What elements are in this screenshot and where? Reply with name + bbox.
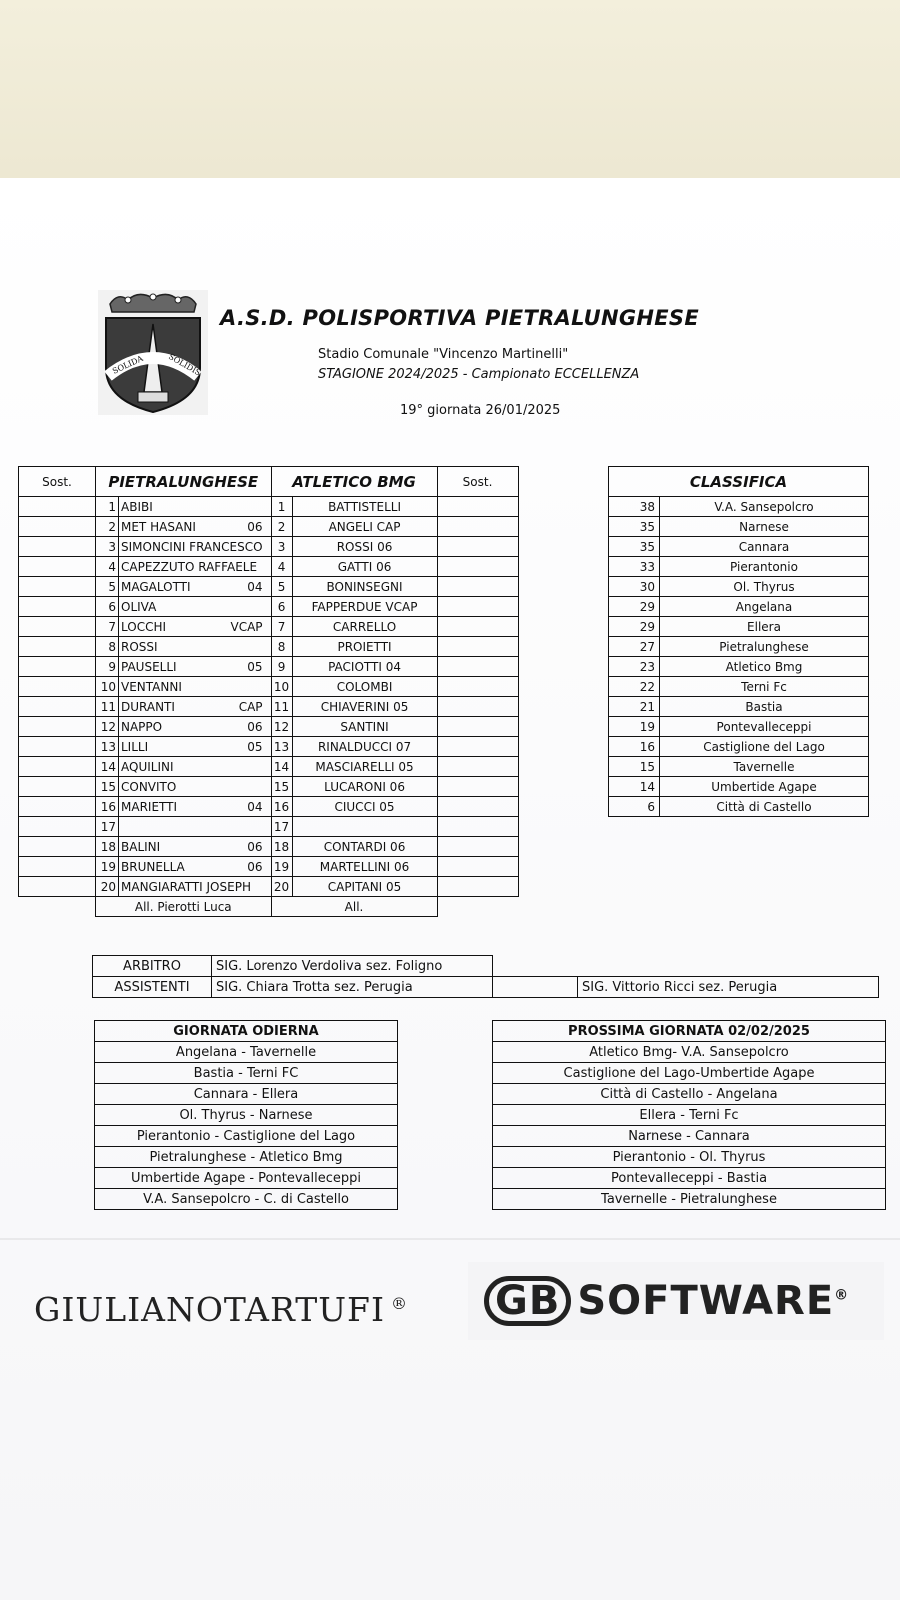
- home-player: [119, 657, 272, 677]
- away-number: 11: [271, 697, 292, 717]
- match-row: [95, 1189, 398, 1210]
- lineup-row: [19, 837, 519, 857]
- match-row: [493, 1168, 886, 1189]
- home-number: 19: [96, 857, 119, 877]
- home-player-name: ABIBI: [121, 499, 153, 514]
- crest-motto-right: SOLIDIS: [167, 351, 203, 378]
- standings-points: 23: [609, 657, 660, 677]
- away-player: ANGELI CAP: [292, 517, 437, 537]
- home-player-name: MANGIARATTI JOSEPH: [121, 879, 251, 894]
- home-number: 13: [96, 737, 119, 757]
- home-player-name: BALINI: [121, 839, 161, 854]
- lineup-row: [19, 577, 519, 597]
- standings-points: 22: [609, 677, 660, 697]
- home-player: [119, 857, 272, 877]
- lineup-row: [19, 797, 519, 817]
- lineup-row: [19, 777, 519, 797]
- home-player-tag: 06: [247, 519, 263, 534]
- lineup-row: [19, 497, 519, 517]
- home-player: [119, 757, 272, 777]
- home-player: [119, 537, 272, 557]
- away-sub-cell: [437, 537, 518, 557]
- away-number: 3: [271, 537, 292, 557]
- home-sub-cell: [19, 757, 96, 777]
- lineup-row: [19, 637, 519, 657]
- standings-title: CLASSIFICA: [609, 467, 869, 497]
- referee-name: SIG. Lorenzo Verdoliva sez. Foligno: [212, 956, 493, 977]
- home-player-tag: 04: [247, 799, 263, 814]
- away-number: 2: [271, 517, 292, 537]
- away-sost-header: Sost.: [437, 467, 518, 497]
- home-player-name: MAGALOTTI: [121, 579, 191, 594]
- away-sub-cell: [437, 637, 518, 657]
- away-number: 12: [271, 717, 292, 737]
- match-row: [95, 1126, 398, 1147]
- away-sub-cell: [437, 737, 518, 757]
- home-player-name: OLIVA: [121, 599, 157, 614]
- home-player-name: LOCCHI: [121, 619, 167, 634]
- standings-points: 15: [609, 757, 660, 777]
- assistant-2: SIG. Vittorio Ricci sez. Perugia: [578, 977, 879, 998]
- home-number: 6: [96, 597, 119, 617]
- home-sub-cell: [19, 837, 96, 857]
- match-fixture: Ol. Thyrus - Narnese: [95, 1105, 398, 1126]
- away-player: [292, 817, 437, 837]
- standings-points: 38: [609, 497, 660, 517]
- standings-team: Ellera: [660, 617, 869, 637]
- match-row: [95, 1042, 398, 1063]
- standings-row: [609, 677, 869, 697]
- away-sub-cell: [437, 617, 518, 637]
- home-player: [119, 577, 272, 597]
- standings-points: 30: [609, 577, 660, 597]
- standings-team: Castiglione del Lago: [660, 737, 869, 757]
- home-number: 3: [96, 537, 119, 557]
- away-sub-cell: [437, 657, 518, 677]
- away-number: 14: [271, 757, 292, 777]
- standings-team: Terni Fc: [660, 677, 869, 697]
- home-player-name: CAPEZZUTO RAFFAELE: [121, 559, 258, 574]
- away-player: ROSSI 06: [292, 537, 437, 557]
- match-fixture: Cannara - Ellera: [95, 1084, 398, 1105]
- club-crest-icon: [98, 290, 208, 415]
- round-date: 19° giornata 26/01/2025: [400, 403, 561, 418]
- home-player-tag: 05: [247, 659, 263, 674]
- home-number: 20: [96, 877, 119, 897]
- home-sub-cell: [19, 497, 96, 517]
- home-number: 2: [96, 517, 119, 537]
- away-player: PROIETTI: [292, 637, 437, 657]
- standings-points: 29: [609, 617, 660, 637]
- match-row: [493, 1042, 886, 1063]
- stadium-name: Stadio Comunale "Vincenzo Martinelli": [318, 347, 569, 362]
- standings-points: 6: [609, 797, 660, 817]
- away-sub-cell: [437, 837, 518, 857]
- sponsor-giuliano-tartufi-logo: GIULIANOTARTUFI ®: [34, 1290, 408, 1329]
- home-sub-cell: [19, 857, 96, 877]
- away-player: MARTELLINI 06: [292, 857, 437, 877]
- standings-row: [609, 717, 869, 737]
- away-sub-cell: [437, 517, 518, 537]
- club-title: A.S.D. POLISPORTIVA PIETRALUNGHESE: [220, 306, 699, 330]
- away-player: CONTARDI 06: [292, 837, 437, 857]
- home-player-name: CONVITO: [121, 779, 177, 794]
- lineup-row: [19, 857, 519, 877]
- match-fixture: Città di Castello - Angelana: [493, 1084, 886, 1105]
- home-player-tag: 05: [247, 739, 263, 754]
- standings-row: [609, 777, 869, 797]
- standings-team: Pontevalleceppi: [660, 717, 869, 737]
- away-player: BONINSEGNI: [292, 577, 437, 597]
- home-player-tag: 04: [247, 579, 263, 594]
- away-sub-cell: [437, 557, 518, 577]
- away-number: 16: [271, 797, 292, 817]
- home-player-tag: CAP: [238, 699, 263, 714]
- home-player: [119, 737, 272, 757]
- standings-points: 35: [609, 517, 660, 537]
- standings-team: Narnese: [660, 517, 869, 537]
- away-sub-cell: [437, 757, 518, 777]
- standings-team: Angelana: [660, 597, 869, 617]
- home-player-tag: 06: [247, 839, 263, 854]
- match-row: [493, 1147, 886, 1168]
- home-sub-cell: [19, 637, 96, 657]
- match-fixture: Pierantonio - Ol. Thyrus: [493, 1147, 886, 1168]
- away-number: 15: [271, 777, 292, 797]
- standings-team: Città di Castello: [660, 797, 869, 817]
- home-sub-cell: [19, 657, 96, 677]
- home-sost-header: Sost.: [19, 467, 96, 497]
- away-number: 18: [271, 837, 292, 857]
- officials-table: [92, 955, 879, 998]
- away-player: CIUCCI 05: [292, 797, 437, 817]
- home-number: 8: [96, 637, 119, 657]
- away-number: 9: [271, 657, 292, 677]
- standings-row: [609, 737, 869, 757]
- home-player: [119, 777, 272, 797]
- standings-row: [609, 657, 869, 677]
- away-player: PACIOTTI 04: [292, 657, 437, 677]
- lineup-row: [19, 757, 519, 777]
- home-sub-cell: [19, 717, 96, 737]
- home-sub-cell: [19, 537, 96, 557]
- match-row: [95, 1105, 398, 1126]
- standings-row: [609, 797, 869, 817]
- home-player-name: PAUSELLI: [121, 659, 177, 674]
- match-fixture: Castiglione del Lago-Umbertide Agape: [493, 1063, 886, 1084]
- match-row: [493, 1063, 886, 1084]
- home-number: 15: [96, 777, 119, 797]
- lineup-row: [19, 717, 519, 737]
- match-row: [493, 1189, 886, 1210]
- away-number: 7: [271, 617, 292, 637]
- standings-points: 21: [609, 697, 660, 717]
- away-sub-cell: [437, 677, 518, 697]
- match-row: [95, 1063, 398, 1084]
- away-sub-cell: [437, 857, 518, 877]
- away-number: 4: [271, 557, 292, 577]
- away-player: COLOMBI: [292, 677, 437, 697]
- away-number: 20: [271, 877, 292, 897]
- standings-team: Pierantonio: [660, 557, 869, 577]
- home-player: [119, 877, 272, 897]
- away-sub-cell: [437, 797, 518, 817]
- home-player: [119, 517, 272, 537]
- match-fixture: Ellera - Terni Fc: [493, 1105, 886, 1126]
- standings-row: [609, 757, 869, 777]
- match-row: [95, 1168, 398, 1189]
- away-number: 6: [271, 597, 292, 617]
- today-title: GIORNATA ODIERNA: [95, 1021, 398, 1042]
- home-player: [119, 497, 272, 517]
- standings-row: [609, 537, 869, 557]
- sponsor-gb-software-logo: GB SOFTWARE®: [484, 1276, 849, 1326]
- home-sub-cell: [19, 817, 96, 837]
- lineup-row: [19, 817, 519, 837]
- home-player: [119, 797, 272, 817]
- away-number: 13: [271, 737, 292, 757]
- standings-points: 16: [609, 737, 660, 757]
- standings-team: Pietralunghese: [660, 637, 869, 657]
- background-wall: [0, 0, 900, 200]
- home-player-name: LILLI: [121, 739, 149, 754]
- standings-team: Tavernelle: [660, 757, 869, 777]
- match-row: [95, 1084, 398, 1105]
- away-player: MASCIARELLI 05: [292, 757, 437, 777]
- season-label: STAGIONE 2024/2025 - Campionato ECCELLENZA: [318, 367, 640, 382]
- home-sub-cell: [19, 797, 96, 817]
- home-number: 5: [96, 577, 119, 597]
- away-number: 8: [271, 637, 292, 657]
- standings-points: 14: [609, 777, 660, 797]
- match-fixture: Atletico Bmg- V.A. Sansepolcro: [493, 1042, 886, 1063]
- match-fixture: Bastia - Terni FC: [95, 1063, 398, 1084]
- home-sub-cell: [19, 577, 96, 597]
- home-sub-cell: [19, 597, 96, 617]
- lineup-row: [19, 697, 519, 717]
- away-player: LUCARONI 06: [292, 777, 437, 797]
- lineup-row: [19, 517, 519, 537]
- match-fixture: Pietralunghese - Atletico Bmg: [95, 1147, 398, 1168]
- standings-team: Ol. Thyrus: [660, 577, 869, 597]
- standings-table: [608, 466, 869, 817]
- away-sub-cell: [437, 497, 518, 517]
- away-team-header: ATLETICO BMG: [271, 467, 437, 497]
- standings-row: [609, 497, 869, 517]
- assistants-label: ASSISTENTI: [93, 977, 212, 998]
- home-number: 9: [96, 657, 119, 677]
- today-matches-table: [94, 1020, 398, 1210]
- home-number: 1: [96, 497, 119, 517]
- away-number: 10: [271, 677, 292, 697]
- match-row: [493, 1126, 886, 1147]
- away-sub-cell: [437, 877, 518, 897]
- referee-label: ARBITRO: [93, 956, 212, 977]
- away-sub-cell: [437, 777, 518, 797]
- home-player: [119, 677, 272, 697]
- home-team-header: PIETRALUNGHESE: [96, 467, 272, 497]
- standings-row: [609, 697, 869, 717]
- home-player-tag: 06: [247, 719, 263, 734]
- home-number: 12: [96, 717, 119, 737]
- home-sub-cell: [19, 557, 96, 577]
- standings-body: [609, 497, 869, 817]
- lineup-body: [19, 497, 519, 897]
- away-number: 17: [271, 817, 292, 837]
- home-number: 18: [96, 837, 119, 857]
- lineup-row: [19, 737, 519, 757]
- home-sub-cell: [19, 617, 96, 637]
- home-number: 16: [96, 797, 119, 817]
- standings-team: Cannara: [660, 537, 869, 557]
- away-player: SANTINI: [292, 717, 437, 737]
- home-sub-cell: [19, 877, 96, 897]
- away-coach: All.: [271, 897, 437, 917]
- away-player: RINALDUCCI 07: [292, 737, 437, 757]
- home-player: [119, 717, 272, 737]
- home-sub-cell: [19, 517, 96, 537]
- home-player: [119, 697, 272, 717]
- standings-row: [609, 517, 869, 537]
- match-fixture: Pierantonio - Castiglione del Lago: [95, 1126, 398, 1147]
- away-sub-cell: [437, 577, 518, 597]
- match-row: [493, 1105, 886, 1126]
- lineup-row: [19, 657, 519, 677]
- home-player-name: BRUNELLA: [121, 859, 185, 874]
- home-player: [119, 557, 272, 577]
- home-sub-cell: [19, 677, 96, 697]
- standings-team: Bastia: [660, 697, 869, 717]
- away-sub-cell: [437, 817, 518, 837]
- lineup-table: [18, 466, 519, 917]
- home-player: [119, 597, 272, 617]
- standings-points: 19: [609, 717, 660, 737]
- away-number: 19: [271, 857, 292, 877]
- standings-team: Umbertide Agape: [660, 777, 869, 797]
- next-title: PROSSIMA GIORNATA 02/02/2025: [493, 1021, 886, 1042]
- away-player: CHIAVERINI 05: [292, 697, 437, 717]
- crest-motto-left: SOLIDA: [111, 353, 145, 376]
- match-fixture: Pontevalleceppi - Bastia: [493, 1168, 886, 1189]
- home-coach: All. Pierotti Luca: [96, 897, 272, 917]
- standings-points: 29: [609, 597, 660, 617]
- away-number: 5: [271, 577, 292, 597]
- away-player: CARRELLO: [292, 617, 437, 637]
- standings-points: 27: [609, 637, 660, 657]
- standings-row: [609, 617, 869, 637]
- away-sub-cell: [437, 597, 518, 617]
- match-fixture: Angelana - Tavernelle: [95, 1042, 398, 1063]
- home-player-name: MARIETTI: [121, 799, 178, 814]
- away-sub-cell: [437, 717, 518, 737]
- home-sub-cell: [19, 697, 96, 717]
- home-number: 11: [96, 697, 119, 717]
- home-number: 10: [96, 677, 119, 697]
- match-fixture: Narnese - Cannara: [493, 1126, 886, 1147]
- home-player-name: DURANTI: [121, 699, 175, 714]
- standings-row: [609, 577, 869, 597]
- home-player-name: MET HASANI: [121, 519, 196, 534]
- standings-team: Atletico Bmg: [660, 657, 869, 677]
- away-player: CAPITANI 05: [292, 877, 437, 897]
- home-player-name: AQUILINI: [121, 759, 174, 774]
- lineup-row: [19, 677, 519, 697]
- assistant-1: SIG. Chiara Trotta sez. Perugia: [212, 977, 493, 998]
- lineup-row: [19, 557, 519, 577]
- home-number: 4: [96, 557, 119, 577]
- home-player-name: ROSSI: [121, 639, 158, 654]
- standings-row: [609, 557, 869, 577]
- home-player-name: SIMONCINI FRANCESCO: [121, 539, 263, 554]
- away-player: FAPPERDUE VCAP: [292, 597, 437, 617]
- standings-points: 33: [609, 557, 660, 577]
- home-sub-cell: [19, 737, 96, 757]
- paper-fold: [0, 1238, 900, 1240]
- next-matches-table: [492, 1020, 886, 1210]
- standings-team: V.A. Sansepolcro: [660, 497, 869, 517]
- standings-row: [609, 597, 869, 617]
- lineup-row: [19, 877, 519, 897]
- home-player-tag: 06: [247, 859, 263, 874]
- home-player: [119, 837, 272, 857]
- away-player: BATTISTELLI: [292, 497, 437, 517]
- home-sub-cell: [19, 777, 96, 797]
- away-sub-cell: [437, 697, 518, 717]
- home-player-name: VENTANNI: [121, 679, 182, 694]
- home-player: [119, 637, 272, 657]
- standings-row: [609, 637, 869, 657]
- home-number: 7: [96, 617, 119, 637]
- home-number: 17: [96, 817, 119, 837]
- standings-points: 35: [609, 537, 660, 557]
- away-player: GATTI 06: [292, 557, 437, 577]
- home-player-tag: VCAP: [230, 619, 263, 634]
- away-number: 1: [271, 497, 292, 517]
- match-fixture: V.A. Sansepolcro - C. di Castello: [95, 1189, 398, 1210]
- lineup-row: [19, 537, 519, 557]
- home-player-name: NAPPO: [121, 719, 163, 734]
- home-player: [119, 617, 272, 637]
- home-number: 14: [96, 757, 119, 777]
- match-row: [493, 1084, 886, 1105]
- match-fixture: Umbertide Agape - Pontevalleceppi: [95, 1168, 398, 1189]
- lineup-row: [19, 617, 519, 637]
- home-player: [119, 817, 272, 837]
- match-row: [95, 1147, 398, 1168]
- match-fixture: Tavernelle - Pietralunghese: [493, 1189, 886, 1210]
- lineup-row: [19, 597, 519, 617]
